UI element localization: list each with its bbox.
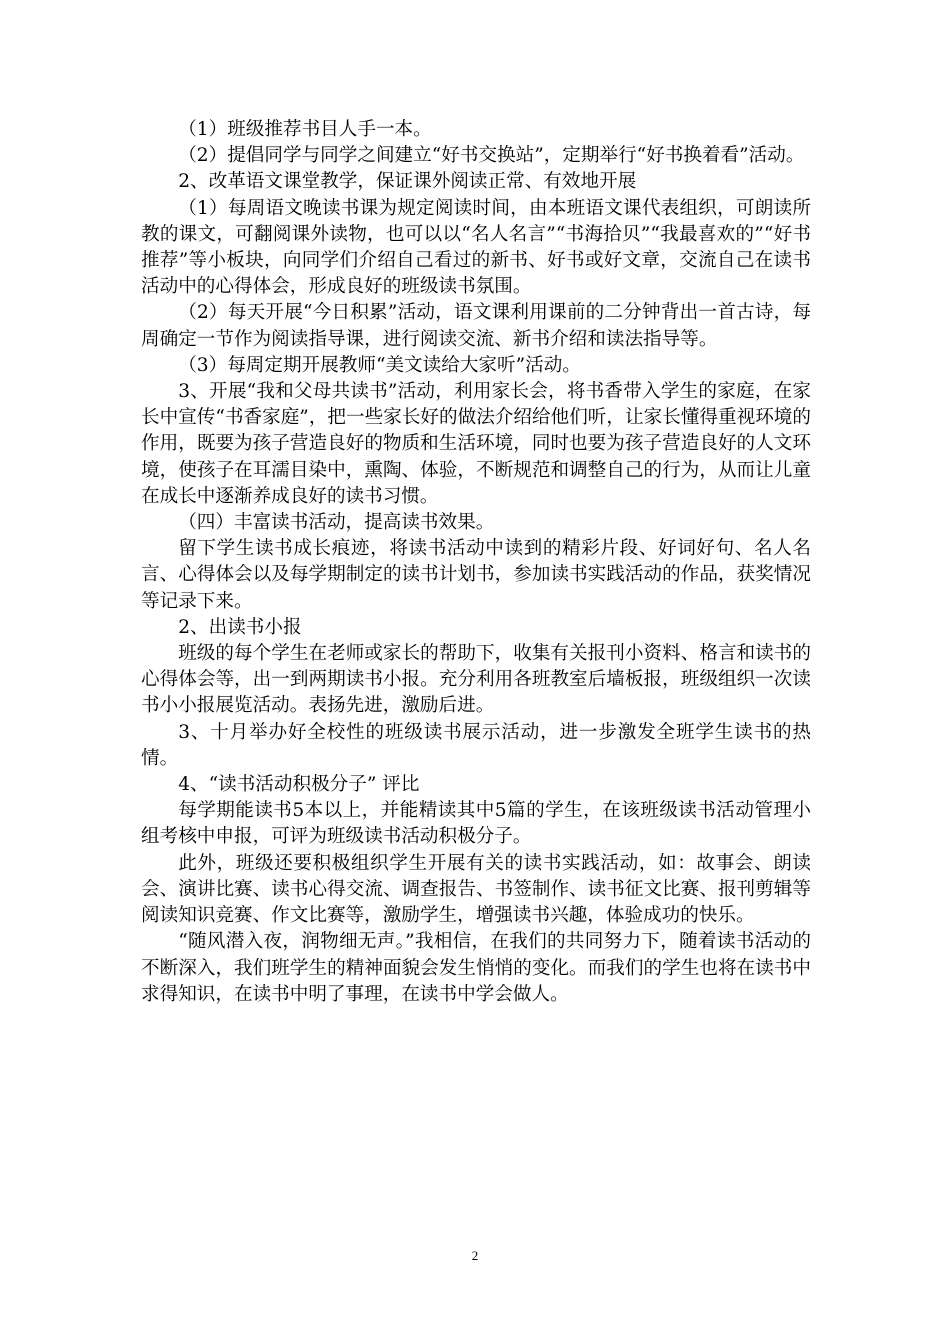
paragraph: （3）每周定期开展教师“美文读给大家听”活动。 xyxy=(178,354,581,376)
paragraph: 留下学生读书成长痕迹，将读书活动中读到的精彩片段、好词好句、名人名言、心得体会以及每学期制定的读书计划书，参加读书实践活动的作品，获奖情况等记录下来。 xyxy=(141,538,811,612)
paragraph: 3、开展“我和父母共读书”活动，利用家长会，将书香带入学生的家庭，在家长中宣传“书香家庭”，把一些家长好的做法介绍给他们听，让家长懂得重视环境的作用，既要为孩子营造良好的物质和生活环境，同时也要为孩子营造良好的人文环境，使孩子在耳濡目染中，熏陶、体验，不断规范和调整自己的行为，从而让儿童在成长中逐渐养成良好的读书习惯。 xyxy=(141,381,811,507)
paragraph: （1）班级推荐书目人手一本。 xyxy=(178,119,432,140)
paragraph: 2、改革语文课堂教学，保证课外阅读正常、有效地开展 xyxy=(178,171,637,193)
paragraph: 4、“读书活动积极分子” 评比 xyxy=(178,774,420,796)
paragraph: 2、出读书小报 xyxy=(178,616,302,638)
paragraph: （1）每周语文晚读书课为规定阅读时间，由本班语文课代表组织，可朗读所教的课文，可翻阅课外读物，也可以以“名人名言”“书海拾贝”“我最喜欢的”“好书推荐”等小板块，向同学们介绍自己看过的新书、好书或好文章，交流自己在读书活动中的心得体会，形成良好的班级读书氛围。 xyxy=(141,197,811,298)
section-heading: （四）丰富读书活动，提高读书效果。 xyxy=(178,512,495,534)
paragraph: “随风潜入夜，润物细无声。”我相信，在我们的共同努力下，随着读书活动的不断深入，我们班学生的精神面貌会发生悄悄的变化。而我们的学生也将在读书中求得知识，在读书中明了事理，在读书中学会做人。 xyxy=(141,931,811,1005)
paragraph: 3、十月举办好全校性的班级读书展示活动，进一步激发全班学生读书的热情。 xyxy=(141,721,811,769)
paragraph: 此外，班级还要积极组织学生开展有关的读书实践活动，如：故事会、朗读会、演讲比赛、读书心得交流、调查报告、书签制作、读书征文比赛、报刊剪辑等阅读知识竞赛、作文比赛等，激励学生，增强读书兴趣，体验成功的快乐。 xyxy=(141,852,811,927)
paragraph: 班级的每个学生在老师或家长的帮助下，收集有关报刊小资料、格言和读书的心得体会等，出一到两期读书小报。充分利用各班教室后墙板报，班级组织一次读书小小报展览活动。表扬先进，激励后进。 xyxy=(141,643,811,717)
paragraph: （2）提倡同学与同学之间建立“好书交换站”，定期举行“好书换着看”活动。 xyxy=(178,145,805,167)
page-number: 2 xyxy=(471,1248,479,1263)
paragraph: 每学期能读书5本以上，并能精读其中5篇的学生，在该班级读书活动管理小组考核中申报，可评为班级读书活动积极分子。 xyxy=(141,800,811,848)
document-body xyxy=(141,117,811,1008)
paragraph: （2）每天开展“今日积累”活动，语文课利用课前的二分钟背出一首古诗，每周确定一节作为阅读指导课，进行阅读交流、新书介绍和读法指导等。 xyxy=(141,302,811,350)
